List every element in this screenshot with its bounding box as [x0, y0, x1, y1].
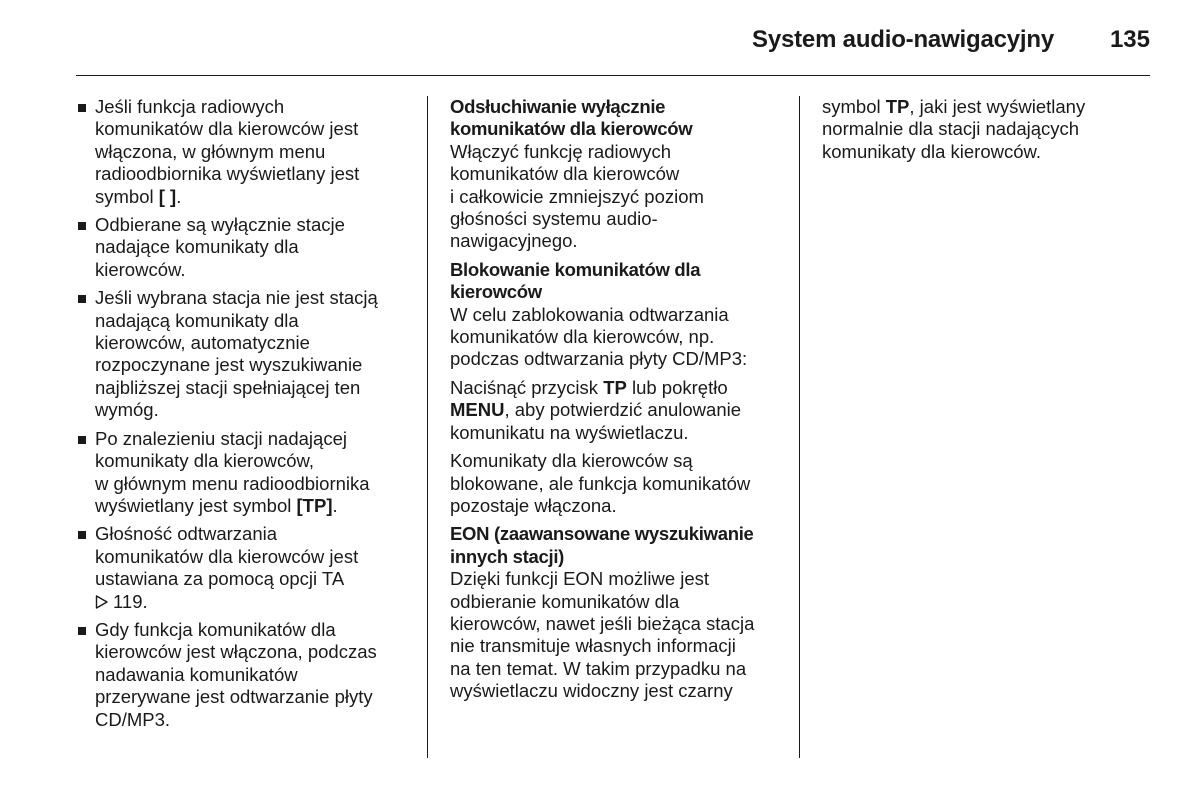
symbol-label: [ ] — [158, 185, 177, 207]
text-line: normalnie dla stacji nadających — [822, 118, 1080, 140]
menu-knob-label: MENU — [450, 399, 505, 421]
text-line: Komunikaty dla kierowców są — [450, 450, 693, 472]
bullet-item — [78, 523, 414, 613]
bullet-item — [78, 96, 414, 208]
bullet-square-icon — [78, 222, 86, 230]
heading-line: Blokowanie komunikatów dla — [450, 258, 701, 280]
text-run: . — [176, 185, 182, 207]
heading-line: kierowców — [450, 281, 542, 303]
heading-line: komunikatów dla kierowców — [450, 118, 693, 140]
text-line: Odbierane są wyłącznie stacje — [95, 214, 345, 236]
text-line: kierowców, automatycznie — [95, 332, 310, 354]
text-line: W celu zablokowania odtwarzania — [450, 303, 729, 325]
text-line: przerywane jest odtwarzanie płyty — [95, 686, 373, 708]
text-line: nadającą komunikaty dla — [95, 309, 299, 331]
text-line: głośności systemu audio- — [450, 208, 658, 230]
page-number: 135 — [1109, 26, 1150, 53]
text-line: podczas odtwarzania płyty CD/MP3: — [450, 348, 748, 370]
text-run: wyświetlany jest symbol — [95, 494, 297, 516]
section-blocking — [450, 259, 788, 517]
text-line: blokowane, ale funkcja komunikatów — [450, 472, 751, 494]
column-1 — [78, 96, 414, 737]
text-run: symbol — [95, 185, 159, 207]
text-line: Głośność odtwarzania — [95, 523, 278, 545]
section-heading — [450, 523, 788, 568]
section-eon — [450, 523, 788, 702]
column-3 — [822, 96, 1152, 169]
text-line: kierowców jest włączona, podczas — [95, 641, 377, 663]
text-line: radioodbiornika wyświetlany jest — [95, 163, 360, 185]
text-line: Włączyć funkcję radiowych — [450, 140, 672, 162]
reference-page: 119. — [113, 590, 148, 612]
bullet-square-icon — [78, 531, 86, 539]
text-run: . — [332, 494, 338, 516]
bullet-square-icon — [78, 295, 86, 303]
text-line: Dzięki funkcji EON możliwe jest — [450, 568, 710, 590]
column-divider-2 — [799, 96, 800, 758]
text-line: pozostaje włączona. — [450, 494, 617, 516]
text-line: i całkowicie zmniejszyć poziom — [450, 185, 704, 207]
text-line: wyświetlaczu widoczny jest czarny — [450, 680, 733, 702]
text-line: Po znalezieniu stacji nadającej — [95, 427, 347, 449]
bullet-item — [78, 619, 414, 731]
text-line: nawigacyjnego. — [450, 230, 578, 252]
text-line: w głównym menu radioodbiornika — [95, 472, 370, 494]
text-line: komunikaty dla kierowców, — [95, 450, 315, 472]
tp-button-label: TP — [603, 376, 627, 398]
bullet-item — [78, 428, 414, 518]
text-run: lub pokrętło — [626, 376, 728, 398]
text-line: odbieranie komunikatów dla — [450, 590, 680, 612]
header-divider — [76, 75, 1150, 76]
text-line: komunikatów dla kierowców jest — [95, 118, 359, 140]
text-line: komunikatu na wyświetlaczu. — [450, 421, 689, 443]
bullet-list — [78, 96, 414, 731]
text-line: nadające komunikaty dla — [95, 236, 299, 258]
paragraph — [450, 304, 788, 371]
heading-line: EON (zaawansowane wyszukiwanie — [450, 523, 754, 545]
text-line: Jeśli wybrana stacja nie jest stacją — [95, 287, 378, 309]
text-line: komunikatów dla kierowców jest — [95, 545, 359, 567]
paragraph — [450, 568, 788, 702]
page-header — [0, 24, 1150, 64]
text-line: wymóg. — [95, 399, 159, 421]
paragraph — [822, 96, 1152, 163]
section-listen-only — [450, 96, 788, 253]
header-title: System audio-nawigacyjny — [752, 26, 1054, 53]
paragraph — [450, 450, 788, 517]
text-line — [95, 495, 414, 517]
text-line: kierowców. — [95, 258, 186, 280]
text-run: Naciśnąć przycisk — [450, 376, 604, 398]
text-line: komunikaty dla kierowców. — [822, 140, 1042, 162]
text-run: symbol — [822, 96, 886, 117]
text-line: Jeśli funkcja radiowych — [95, 96, 285, 117]
heading-line: Odsłuchiwanie wyłącznie — [450, 96, 666, 117]
text-line: na ten temat. W takim przypadku na — [450, 657, 747, 679]
text-line: nadawania komunikatów — [95, 663, 298, 685]
text-line — [822, 96, 1152, 118]
symbol-label: TP — [885, 96, 910, 117]
text-line: CD/MP3. — [95, 708, 171, 730]
text-line: Gdy funkcja komunikatów dla — [95, 618, 336, 640]
text-line: rozpoczynane jest wyszukiwanie — [95, 354, 363, 376]
text-line: komunikatów dla kierowców, np. — [450, 326, 715, 348]
text-line: kierowców, nawet jeśli bieżąca stacja — [450, 612, 755, 634]
text-line: nie transmituje własnych informacji — [450, 635, 736, 657]
paragraph — [450, 141, 788, 253]
text-line: włączona, w głównym menu — [95, 140, 326, 162]
page-reference[interactable] — [95, 591, 414, 613]
section-heading — [450, 259, 788, 304]
bullet-square-icon — [78, 627, 86, 635]
text-line: komunikatów dla kierowców — [450, 163, 680, 185]
reference-arrow-icon — [95, 594, 109, 610]
text-run: , jaki jest wyświetlany — [909, 96, 1086, 117]
bullet-item — [78, 214, 414, 281]
text-line: ustawiana za pomocą opcji TA — [95, 568, 345, 590]
text-line — [450, 377, 788, 399]
symbol-label: [TP] — [296, 494, 333, 516]
bullet-square-icon — [78, 104, 86, 112]
column-divider-1 — [427, 96, 428, 758]
section-heading — [450, 96, 788, 141]
text-line — [95, 186, 414, 208]
text-line: najbliższej stacji spełniającej ten — [95, 376, 361, 398]
text-run: , aby potwierdzić anulowanie — [504, 399, 742, 421]
paragraph — [450, 377, 788, 444]
bullet-square-icon — [78, 436, 86, 444]
heading-line: innych stacji) — [450, 545, 565, 567]
column-2 — [450, 96, 788, 709]
bullet-item — [78, 287, 414, 421]
text-line — [450, 399, 788, 421]
